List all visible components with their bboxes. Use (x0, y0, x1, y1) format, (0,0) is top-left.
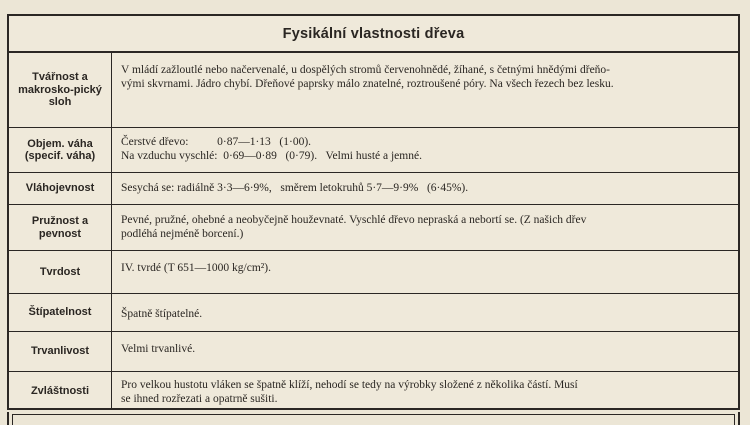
row-label-text: Štípatelnost (28, 306, 92, 319)
row-value (112, 251, 738, 293)
table-title: Fysikální vlastnosti dřeva (9, 16, 738, 53)
row-label-text: Tvrdost (39, 265, 81, 278)
value-line: V mládí zažloutlé nebo načervenalé, u dospělých stromů červenohnědé, žíhané, s četnými hnědými dřeňo- (121, 64, 611, 76)
table-row (9, 372, 738, 410)
value-line: IV. tvrdé (T 651—1000 kg/cm²). (121, 262, 271, 274)
row-label-text: Objem. váha (specif. váha) (24, 137, 96, 162)
row-value (112, 372, 738, 410)
row-label-text: Vláhojevnost (25, 182, 95, 195)
row-label (9, 332, 112, 371)
row-label (9, 372, 112, 410)
row-label-text: Trvanlivost (30, 345, 90, 358)
row-label (9, 128, 112, 172)
table-row (9, 128, 738, 173)
value-line: podléhá nejméně borcení.) (121, 228, 244, 240)
value-line: Špatně štípatelné. (121, 307, 203, 320)
row-value (112, 173, 738, 204)
row-value (112, 294, 738, 331)
table-row (9, 294, 738, 332)
row-label-text: Pružnost a pevnost (31, 215, 89, 240)
value-line: Na vzduchu vyschlé: 0·69—0·89 (0·79). Velmi husté a jemné. (121, 150, 422, 162)
value-line: Velmi trvanlivé. (121, 343, 196, 355)
value-line: vými skvrnami. Jádro chybí. Dřeňové paprsky málo znatelné, roztroušené póry. Na všech řezech bez lesku. (121, 78, 614, 90)
row-label (9, 251, 112, 293)
next-table-border (12, 414, 735, 425)
row-value (112, 53, 738, 127)
row-label-text: Tvářnost a makrosko-pický sloh (18, 71, 102, 109)
row-label-text: Zvláštnosti (30, 384, 90, 397)
table-row (9, 173, 738, 205)
row-value (112, 205, 738, 250)
properties-table (7, 14, 740, 410)
value-line: Pevné, pružné, ohebné a neobyčejně houževnaté. Vyschlé dřevo nepraská a nebortí se. (Z našich dřev (121, 214, 587, 226)
row-value (112, 128, 738, 172)
row-label (9, 294, 112, 331)
next-table-edge (7, 412, 740, 425)
table-row (9, 53, 738, 128)
value-line: Sesychá se: radiálně 3·3—6·9%, směrem letokruhů 5·7—9·9% (6·45%). (121, 181, 469, 194)
row-label (9, 205, 112, 250)
row-label (9, 53, 112, 127)
table-row (9, 251, 738, 294)
row-label (9, 173, 112, 204)
row-value (112, 332, 738, 371)
value-line: se ihned rozřezati a opatrně sušiti. (121, 393, 278, 405)
value-line: Čerstvé dřevo: 0·87—1·13 (1·00). (121, 136, 312, 148)
table-row (9, 205, 738, 251)
table-row (9, 332, 738, 372)
value-line: Pro velkou hustotu vláken se špatně klíží, nehodí se tedy na výrobky složené z několika částí. Musí (121, 379, 578, 391)
